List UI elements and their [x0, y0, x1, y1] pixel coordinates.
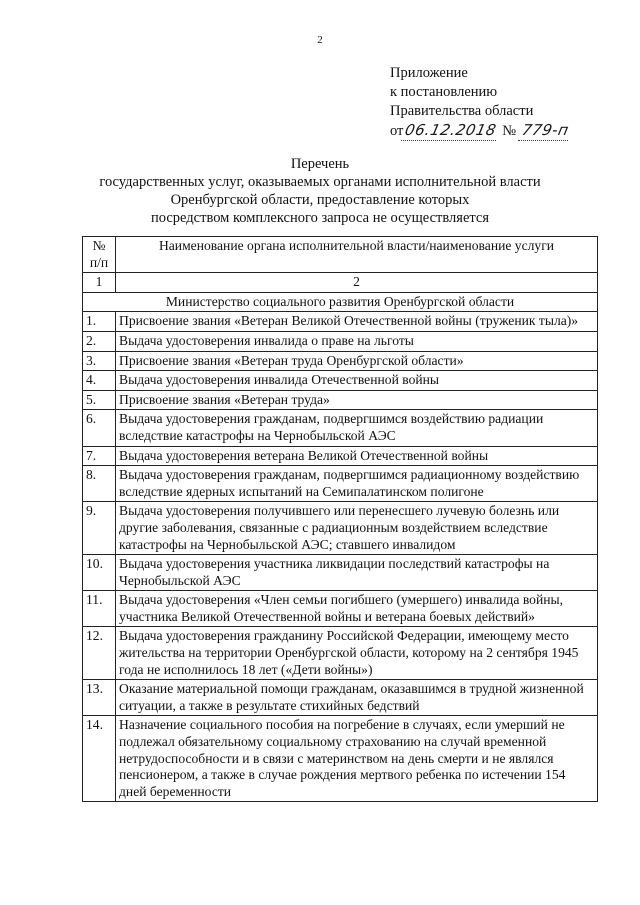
- table-row: [83, 371, 598, 391]
- title-line-2: государственных услуг, оказываемых органами исполнительной власти: [99, 174, 541, 190]
- table-row: [83, 466, 598, 502]
- table-row: [83, 351, 598, 371]
- row-number: 3.: [83, 351, 116, 371]
- row-number: 4.: [83, 371, 116, 391]
- row-number: 14.: [83, 716, 116, 802]
- from-label: от: [390, 123, 404, 139]
- title-line-3: Оренбургской области, предоставление которых: [170, 192, 470, 208]
- appendix-title: Приложение: [390, 65, 468, 81]
- header-num: № п/п: [83, 237, 116, 273]
- number-label: №: [502, 123, 517, 139]
- row-number: 13.: [83, 680, 116, 716]
- row-number: 1.: [83, 312, 116, 332]
- table-row: [83, 716, 598, 802]
- row-service-name: Выдача удостоверения получившего или перенесшего лучевую болезнь или другие заболевания, связанные с радиационным воздействием вследствие катастрофы на Чернобыльской АЭС; ставшего инвалидом: [116, 502, 598, 555]
- document-title: [0, 155, 640, 227]
- section-row: [83, 292, 598, 312]
- appendix-date-number: [390, 121, 571, 141]
- row-number: 2.: [83, 331, 116, 351]
- row-service-name: Присвоение звания «Ветеран Великой Отечественной войны (труженик тыла)»: [116, 312, 598, 332]
- row-number: 7.: [83, 446, 116, 466]
- table-header-row: [83, 237, 598, 273]
- table-row: [83, 555, 598, 591]
- row-number: 9.: [83, 502, 116, 555]
- row-number: 8.: [83, 466, 116, 502]
- table-row: [83, 390, 598, 410]
- table-row: [83, 591, 598, 627]
- row-service-name: Выдача удостоверения ветерана Великой Отечественной войны: [116, 446, 598, 466]
- row-number: 6.: [83, 410, 116, 446]
- header-name: Наименование органа исполнительной власти/наименование услуги: [116, 237, 598, 273]
- table-row: [83, 312, 598, 332]
- row-number: 12.: [83, 627, 116, 680]
- table-row: [83, 502, 598, 555]
- table-row: [83, 627, 598, 680]
- page-number: 2: [317, 34, 323, 46]
- appendix-government: Правительства области: [390, 103, 534, 119]
- row-service-name: Выдача удостоверения «Член семьи погибшего (умершего) инвалида войны, участника Великой Отечественной войны и ветерана боевых действий»: [116, 591, 598, 627]
- column-index-row: [83, 273, 598, 293]
- handwritten-number: 779-п: [518, 121, 573, 141]
- row-number: 10.: [83, 555, 116, 591]
- handwritten-date: 06.12.2018: [401, 121, 500, 141]
- table-row: [83, 680, 598, 716]
- row-number: 11.: [83, 591, 116, 627]
- table-row: [83, 331, 598, 351]
- row-service-name: Оказание материальной помощи гражданам, оказавшимся в трудной жизненной ситуации, а также в результате стихийных бедствий: [116, 680, 598, 716]
- row-service-name: Выдача удостоверения гражданину Российской Федерации, имеющему место жительства на территории Оренбургской области, которому на 2 сентября 1945 года не исполнилось 18 лет («Дети войны»): [116, 627, 598, 680]
- table-row: [83, 410, 598, 446]
- row-service-name: Присвоение звания «Ветеран труда Оренбургской области»: [116, 351, 598, 371]
- section-title: Министерство социального развития Оренбургской области: [83, 292, 598, 312]
- title-line-4: посредством комплексного запроса не осуществляется: [151, 210, 489, 226]
- appendix-resolution: к постановлению: [390, 84, 498, 100]
- row-service-name: Выдача удостоверения гражданам, подвергшимся воздействию радиации вследствие катастрофы на Чернобыльской АЭС: [116, 410, 598, 446]
- row-number: 5.: [83, 390, 116, 410]
- table-row: [83, 446, 598, 466]
- row-service-name: Выдача удостоверения инвалида Отечественной войны: [116, 371, 598, 391]
- row-service-name: Присвоение звания «Ветеран труда»: [116, 390, 598, 410]
- row-service-name: Назначение социального пособия на погребение в случаях, если умерший не подлежал обязательному социальному страхованию на случай временной нетрудоспособности и в связи с материнством на день смерти и не являлся пенсионером, а также в случае рождения мертвого ребенка по истечении 154 дней беременности: [116, 716, 598, 802]
- col-index-1: 1: [83, 273, 116, 293]
- services-table: [82, 236, 598, 802]
- col-index-2: 2: [116, 273, 598, 293]
- row-service-name: Выдача удостоверения инвалида о праве на льготы: [116, 331, 598, 351]
- appendix-block: [390, 64, 571, 141]
- row-service-name: Выдача удостоверения гражданам, подвергшимся радиационному воздействию вследствие ядерных испытаний на Семипалатинском полигоне: [116, 466, 598, 502]
- title-line-1: Перечень: [290, 156, 350, 172]
- row-service-name: Выдача удостоверения участника ликвидации последствий катастрофы на Чернобыльской АЭС: [116, 555, 598, 591]
